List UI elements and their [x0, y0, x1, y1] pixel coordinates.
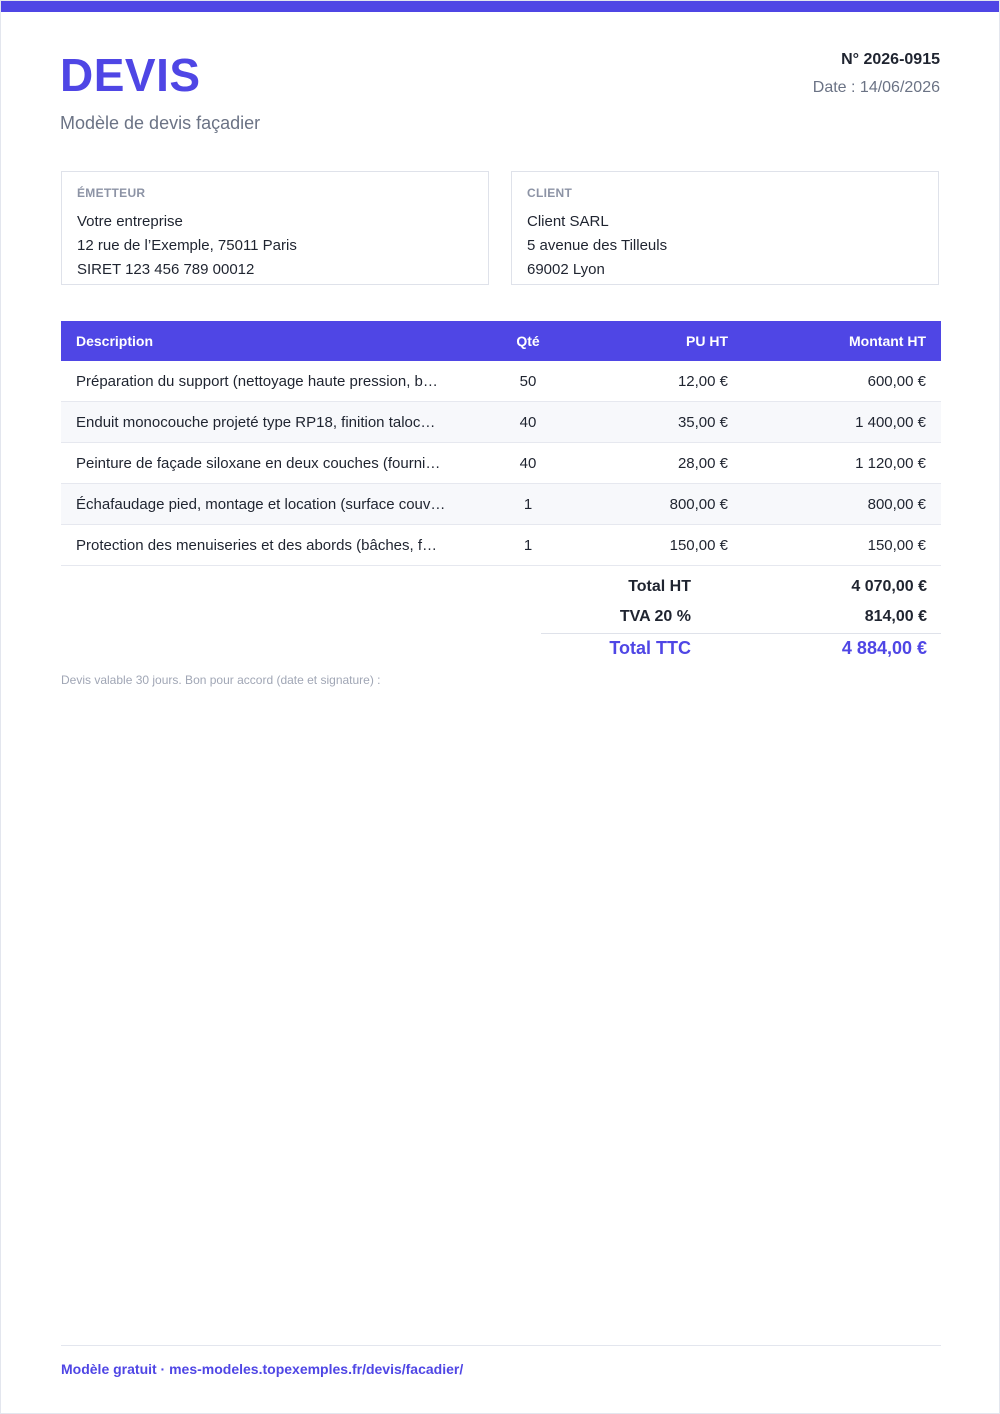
- client-label: CLIENT: [527, 186, 573, 200]
- footer-link[interactable]: Modèle gratuit · mes-modeles.topexemples.fr/devis/facadier/: [61, 1361, 464, 1377]
- row-qty: 50: [483, 361, 573, 402]
- table-header-row: [61, 321, 941, 361]
- header-unit-price: PU HT: [573, 321, 743, 361]
- row-amount: 600,00 €: [743, 361, 941, 402]
- row-description: Échafaudage pied, montage et location (surface couv…: [76, 495, 446, 513]
- row-unit-price: 35,00 €: [573, 402, 743, 443]
- total-ht-label: Total HT: [628, 578, 691, 595]
- row-description: Peinture de façade siloxane en deux couches (fourni…: [76, 454, 441, 472]
- row-qty: 1: [483, 484, 573, 525]
- row-amount: 800,00 €: [743, 484, 941, 525]
- table-row: [61, 361, 941, 402]
- footer-divider: [61, 1345, 941, 1346]
- client-city: 69002 Lyon: [527, 261, 605, 278]
- issuer-box: [61, 171, 489, 285]
- issuer-address: 12 rue de l’Exemple, 75011 Paris: [77, 237, 297, 254]
- tva-value: 814,00 €: [864, 608, 927, 625]
- row-qty: 1: [483, 525, 573, 566]
- table-row: [61, 402, 941, 443]
- items-table: [61, 321, 941, 566]
- document-subtitle: Modèle de devis façadier: [60, 113, 261, 133]
- total-ht-value: 4 070,00 €: [851, 578, 927, 595]
- row-qty: 40: [483, 443, 573, 484]
- total-ttc-label: Total TTC: [609, 638, 691, 658]
- total-ttc-value: 4 884,00 €: [841, 638, 927, 658]
- quote-number: N° 2026-0915: [841, 51, 940, 68]
- issuer-siret: SIRET 123 456 789 00012: [77, 261, 255, 278]
- client-box: [511, 171, 939, 285]
- row-qty: 40: [483, 402, 573, 443]
- table-row: [61, 525, 941, 566]
- accent-bar: [1, 1, 999, 12]
- row-description: Protection des menuiseries et des abords (bâches, f…: [76, 536, 438, 554]
- row-unit-price: 12,00 €: [573, 361, 743, 402]
- row-description: Préparation du support (nettoyage haute pression, b…: [76, 372, 438, 390]
- totals-divider: [541, 633, 941, 634]
- client-name: Client SARL: [527, 213, 609, 230]
- row-unit-price: 800,00 €: [573, 484, 743, 525]
- tva-label: TVA 20 %: [619, 608, 691, 625]
- validity-note: Devis valable 30 jours. Bon pour accord (date et signature) :: [61, 673, 381, 687]
- row-amount: 1 120,00 €: [743, 443, 941, 484]
- table-row: [61, 443, 941, 484]
- header-description: Description: [61, 321, 483, 361]
- client-address: 5 avenue des Tilleuls: [527, 237, 668, 254]
- header-amount: Montant HT: [743, 321, 941, 361]
- row-unit-price: 150,00 €: [573, 525, 743, 566]
- quote-date: Date : 14/06/2026: [812, 79, 940, 96]
- table-row: [61, 484, 941, 525]
- row-amount: 1 400,00 €: [743, 402, 941, 443]
- document-title: DEVIS: [60, 49, 201, 101]
- total-ht-row: [541, 578, 927, 608]
- issuer-name: Votre entreprise: [77, 213, 183, 230]
- issuer-label: ÉMETTEUR: [77, 186, 146, 200]
- row-unit-price: 28,00 €: [573, 443, 743, 484]
- header-qty: Qté: [483, 321, 573, 361]
- total-ttc-row: [541, 638, 927, 668]
- row-amount: 150,00 €: [743, 525, 941, 566]
- row-description: Enduit monocouche projeté type RP18, finition taloc…: [76, 413, 436, 431]
